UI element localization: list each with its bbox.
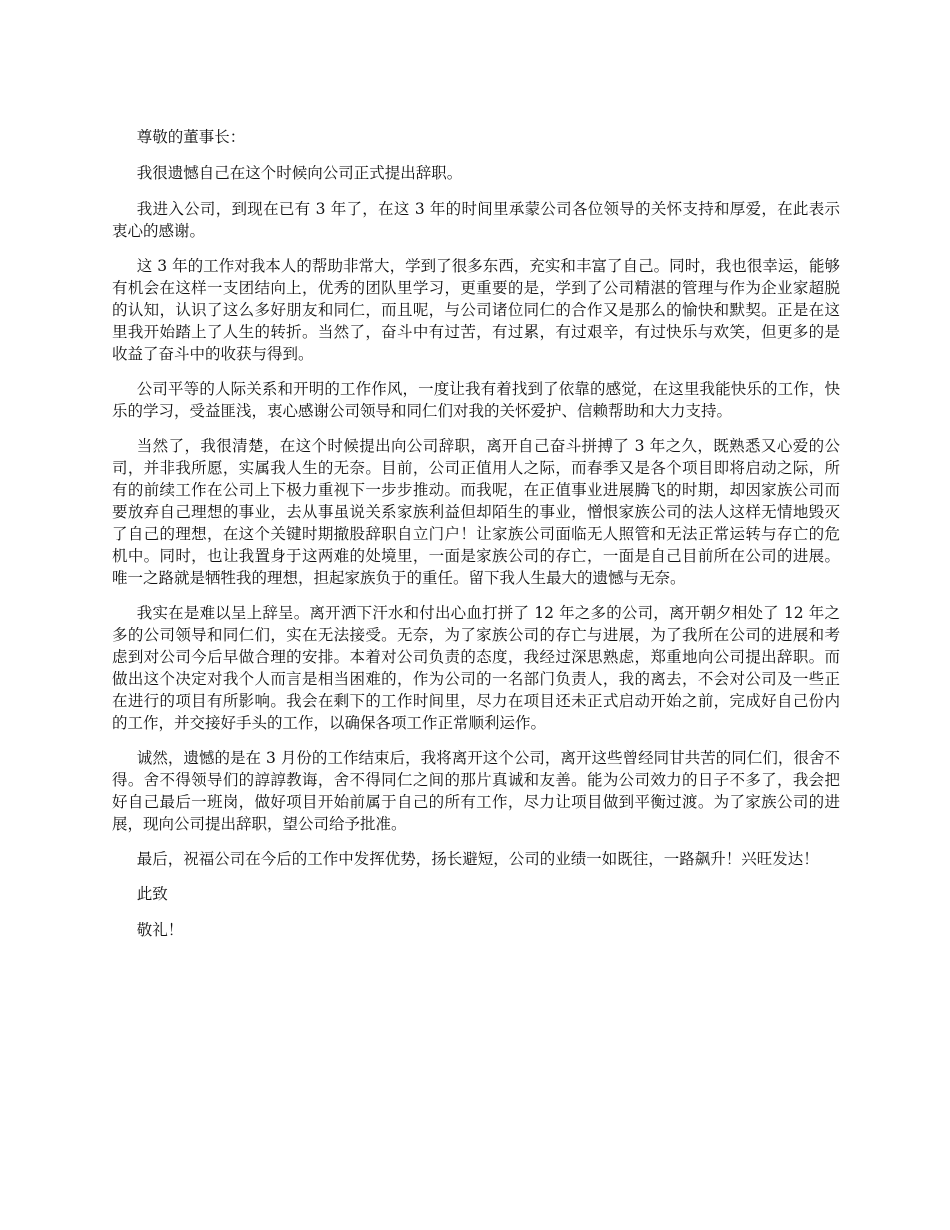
- paragraph-3: 这 3 年的工作对我本人的帮助非常大，学到了很多东西，充实和丰富了自己。同时，我也很幸运，能够有机会在这样一支团结向上，优秀的团队里学习，更重要的是，学到了公司精湛的管理与作为企业家超脱的认知，认识了这么多好朋友和同仁，而且呢，与公司诸位同仁的合作又是那么的愉快和默契。正是在这里我开始踏上了人生的转折。当然了，奋斗中有过苦，有过累，有过艰辛，有过快乐与欢笑，但更多的是收益了奋斗中的收获与得到。: [112, 257, 840, 363]
- closing-line-1: 此致: [136, 885, 168, 903]
- paragraph-6: 我实在是难以呈上辞呈。离开洒下汗水和付出心血打拼了 12 年之多的公司，离开朝夕相处了 12 年之多的公司领导和同仁们，实在无法接受。无奈，为了家族公司的存亡与进展，为了我所在公司的进展和考虑到对公司今后早做合理的安排。本着对公司负责的态度，我经过深思熟虑，郑重地向公司提出辞职。而做出这个决定对我个人而言是相当困难的，作为公司的一名部门负责人，我的离去，不会对公司及一些正在进行的项目有所影响。我会在剩下的工作时间里，尽力在项目还未正式启动开始之前，完成好自己份内的工作，并交接好手头的工作，以确保各项工作正常顺利运作。: [112, 604, 840, 732]
- paragraph-2: 我进入公司，到现在已有 3 年了，在这 3 年的时间里承蒙公司各位领导的关怀支持和厚爱，在此表示衷心的感谢。: [112, 200, 840, 240]
- paragraph-5: 当然了，我很清楚，在这个时候提出向公司辞职，离开自己奋斗拼搏了 3 年之久，既熟悉又心爱的公司，并非我所愿，实属我人生的无奈。目前，公司正值用人之际，而春季又是各个项目即将启动之际，所有的前续工作在公司上下极力重视下一步步推动。而我呢，在正值事业进展腾飞的时期，却因家族公司而要放弃自己理想的事业，去从事虽说关系家族利益但却陌生的事业，憎恨家族公司的法人这样无情地毁灭了自己的理想，在这个关键时期撤股辞职自立门户！让家族公司面临无人照管和无法正常运转与存亡的危机中。同时，也让我置身于这两难的处境里，一面是家族公司的存亡，一面是自己目前所在公司的进展。唯一之路就是牺牲我的理想，担起家族负于的重任。留下我人生最大的遗憾与无奈。: [112, 437, 840, 587]
- salutation: 尊敬的董事长：: [136, 128, 246, 146]
- letter-body: [112, 126, 840, 955]
- paragraph-7: 诚然，遗憾的是在 3 月份的工作结束后，我将离开这个公司，离开这些曾经同甘共苦的同仁们，很舍不得。舍不得领导们的諄諄教诲，舍不得同仁之间的那片真诚和友善。能为公司效力的日子不多了，我会把好自己最后一班岗，做好项目开始前属于自己的所有工作，尽力让项目做到平衡过渡。为了家族公司的进展，现向公司提出辞职，望公司给予批准。: [112, 749, 840, 833]
- paragraph-8: 最后，祝福公司在今后的工作中发挥优势，扬长避短，公司的业绩一如既往，一路飙升！兴旺发达！: [136, 850, 819, 868]
- closing-line-2: 敬礼！: [136, 921, 184, 939]
- paragraph-4: 公司平等的人际关系和开明的工作作风，一度让我有着找到了依靠的感觉，在这里我能快乐的工作，快乐的学习，受益匪浅，衷心感谢公司领导和同仁们对我的关怀爱护、信赖帮助和大力支持。: [112, 380, 840, 420]
- paragraph-1: 我很遗憾自己在这个时候向公司正式提出辞职。: [136, 164, 463, 182]
